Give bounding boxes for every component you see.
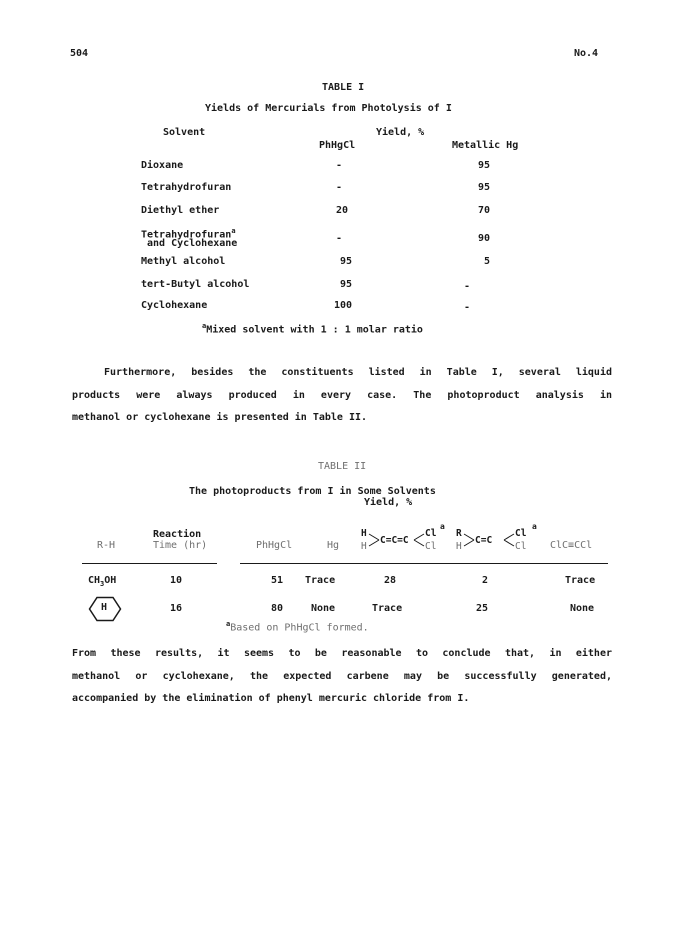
struct-h-bottom: H [456, 541, 462, 552]
table-row-struct-2: 25 [476, 603, 489, 614]
table-row-rh [88, 596, 122, 622]
ring-label: H [101, 602, 108, 613]
struct-cl-bottom: Cl [425, 541, 437, 552]
table-2-col-phhgcl: PhHgCl [256, 540, 293, 551]
footnote-mark: a [202, 322, 207, 330]
table-row-hg: 70 [478, 205, 491, 216]
struct-h-top: H [361, 528, 367, 539]
bond-lines [463, 529, 475, 551]
table-row-hg: 90 [478, 233, 491, 244]
table-row-rh [88, 575, 116, 588]
footnote-mark: a [231, 227, 236, 235]
table-1-col-phhgcl: PhHgCl [319, 140, 356, 151]
table-row-phhgcl: - [336, 233, 343, 244]
table-row-struct-1: Trace [372, 603, 403, 614]
table-row-hg: 95 [478, 160, 491, 171]
table-1-col-metallic-hg: Metallic Hg [452, 140, 519, 151]
bond-lines [503, 529, 515, 551]
table-2-col-rh: R-H [97, 540, 116, 551]
table-2-title: The photoproducts from I in Some Solvents [189, 486, 436, 497]
table-row-time: 16 [170, 603, 183, 614]
footnote-mark: a [440, 522, 445, 531]
table-row-solvent: Cyclohexane [141, 300, 208, 311]
page-number: 504 [70, 48, 89, 59]
table-row-hg: 95 [478, 182, 491, 193]
table-row-phhgcl: - [336, 160, 343, 171]
paragraph-line: accompanied by the elimination of phenyl mercuric chloride from I. [72, 693, 470, 704]
struct-r-top: R [456, 528, 462, 539]
table-row-solvent: tert-Butyl alcohol [141, 279, 250, 290]
footnote-text: Mixed solvent with 1 : 1 molar ratio [206, 324, 423, 336]
solvent-text: Tetrahydrofuran [141, 229, 232, 241]
table-row-struct-2: 2 [482, 575, 489, 586]
table-row-phhgcl: 20 [336, 205, 349, 216]
footnote-text: Based on PhHgCl formed. [230, 622, 369, 634]
table-row-phhgcl: - [336, 182, 343, 193]
rh-subscript: 3 [100, 580, 105, 588]
table-2-label: TABLE II [318, 461, 367, 472]
table-row-phhgcl: 95 [340, 279, 353, 290]
table-row-phhgcl: 100 [334, 300, 353, 311]
struct-cl-top: Cl [425, 528, 437, 539]
table-row-solvent: Methyl alcohol [141, 256, 226, 267]
table-row-phhgcl: 80 [271, 603, 284, 614]
table-2-col-time: Time (hr) [153, 540, 208, 551]
table-row-dichloroacetylene: Trace [565, 575, 596, 586]
table-2-col-hg: Hg [327, 540, 340, 551]
paragraph-2 [72, 643, 612, 711]
table-row-solvent: Tetrahydrofuran [141, 182, 232, 193]
table-1-col-solvent: Solvent [163, 127, 206, 138]
table-1-footnote [202, 322, 423, 335]
table-row-hg: None [311, 603, 336, 614]
paragraph-line: Furthermore, besides the constituents listed in Table I, several liquid [104, 367, 612, 378]
table-row-time: 10 [170, 575, 183, 586]
footnote-mark: a [226, 620, 231, 628]
struct-h-bottom: H [361, 541, 367, 552]
table-row-hg: Trace [305, 575, 336, 586]
table-row-solvent: Diethyl ether [141, 205, 220, 216]
table-row-phhgcl: 95 [340, 256, 353, 267]
table-row-struct-1: 28 [384, 575, 397, 586]
table-row-hg: - [464, 281, 471, 292]
struct-center: C=C=C [380, 535, 409, 546]
rh-tail: OH [104, 575, 117, 586]
table-row-phhgcl: 51 [271, 575, 284, 586]
table-2-col-dichloroacetylene: ClC≡CCl [550, 540, 593, 551]
table-row-hg: 5 [484, 256, 491, 267]
bond-lines [413, 529, 425, 551]
table-2-rule-left [82, 563, 217, 564]
struct-cl-top: Cl [515, 528, 527, 539]
paragraph-line: methanol or cyclohexane is presented in Table II. [72, 412, 368, 423]
issue-number: No.4 [574, 48, 599, 59]
paragraph-line: methanol or cyclohexane, the expected carbene may be successfully generated, [72, 670, 612, 682]
table-2-rule-right [240, 563, 608, 564]
paragraph-1 [72, 362, 612, 430]
table-1-label: TABLE I [322, 82, 365, 93]
table-2-col-reaction: Reaction [153, 529, 202, 540]
bond-lines [368, 529, 380, 551]
table-2-footnote [226, 620, 369, 633]
table-1-col-yield: Yield, % [376, 127, 425, 138]
table-row-dichloroacetylene: None [570, 603, 595, 614]
rh-text: CH [88, 575, 101, 586]
table-row-hg: - [464, 302, 471, 313]
struct-cl-bottom: Cl [515, 541, 527, 552]
table-2-yield-label: Yield, % [364, 497, 413, 508]
table-1-title: Yields of Mercurials from Photolysis of I [205, 103, 452, 114]
table-row-solvent-line2: and Cyclohexane [147, 238, 238, 249]
footnote-mark: a [532, 522, 537, 531]
paragraph-line: products were always produced in every case. The photoproduct analysis in [72, 389, 612, 401]
struct-center: C=C [475, 535, 493, 546]
paragraph-line: From these results, it seems to be reasonable to conclude that, in either [72, 648, 612, 659]
table-row-solvent: Dioxane [141, 160, 184, 171]
